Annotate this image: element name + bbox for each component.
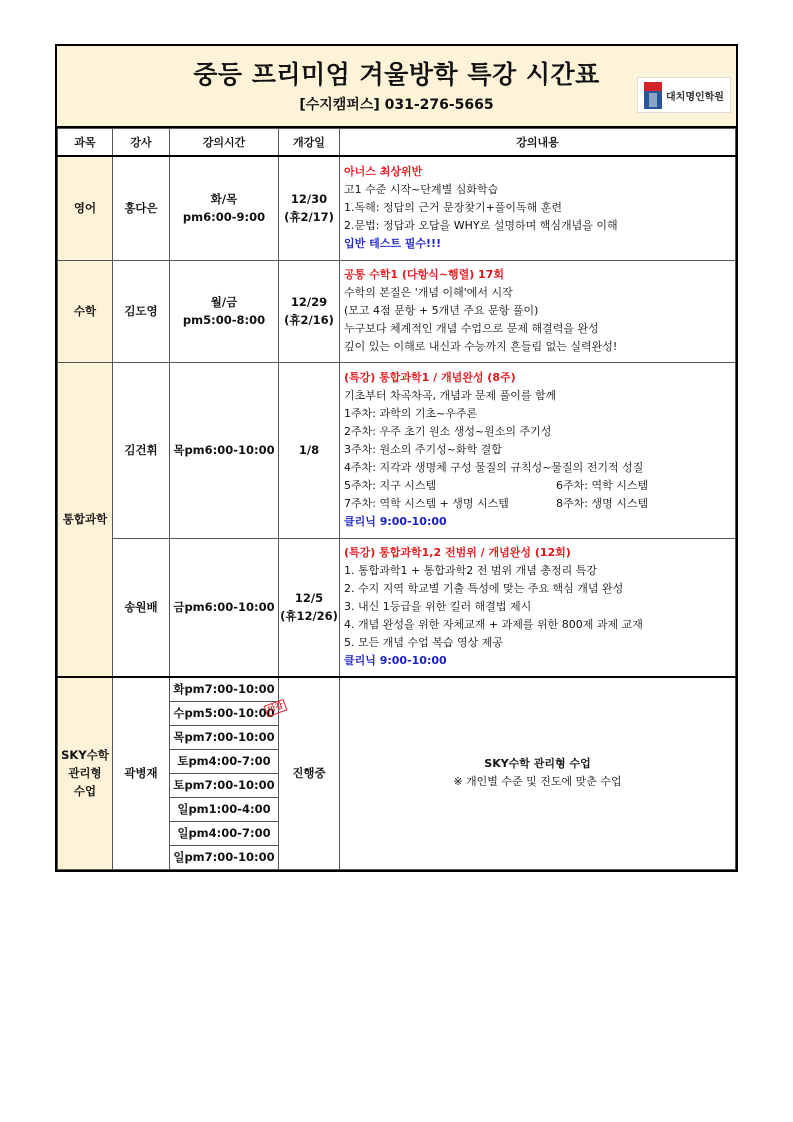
course-headline: (특강) 통합과학1 / 개념완성 (8주) — [344, 371, 516, 384]
teacher-cell: 홍다은 — [113, 156, 170, 260]
time-hours: 목pm6:00-10:00 — [173, 443, 275, 457]
subject-cell — [58, 677, 113, 869]
break-date: (휴2/17) — [284, 210, 334, 225]
content-cell — [340, 538, 736, 677]
content-pair-line — [344, 495, 731, 513]
content-line: (모고 4점 문항 + 5개년 주요 문항 풀이) — [344, 304, 539, 317]
column-header-time: 강의시간 — [170, 129, 279, 157]
column-header-teacher: 강사 — [113, 129, 170, 157]
logo-mark-icon — [644, 82, 662, 109]
start-date: 1/8 — [298, 443, 320, 457]
course-footer: 클리닉 9:00-10:00 — [344, 515, 447, 528]
course-footer: 입반 테스트 필수!!! — [344, 237, 442, 251]
content-line: 1주차: 과학의 기초~우주론 — [344, 407, 478, 420]
sky-course-title: SKY수학 관리형 수업 — [484, 757, 591, 771]
subject-cell: 통합과학 — [58, 362, 113, 677]
course-footer: 클리닉 9:00-10:00 — [344, 654, 447, 668]
time-slot-wrap — [173, 700, 285, 722]
sky-subject-line: SKY수학 — [61, 748, 109, 763]
sky-subject-line: 관리형 — [68, 766, 102, 781]
content-line: 2주차: 우주 초기 원소 생성~원소의 주기성 — [344, 425, 552, 438]
content-cell — [340, 260, 736, 362]
time-cell — [170, 362, 279, 538]
start-cell — [279, 260, 340, 362]
start-date: 12/5 — [294, 591, 324, 606]
teacher-cell: 김도영 — [113, 260, 170, 362]
time-slot: 화pm7:00-10:00 — [170, 677, 279, 701]
time-slot: 토pm4:00-7:00 — [170, 749, 279, 773]
time-days: 월/금 — [210, 295, 238, 309]
table-row-science-1 — [58, 362, 736, 538]
table-row-english — [58, 156, 736, 260]
column-header-content: 강의내용 — [340, 129, 736, 157]
content-line: 깊이 있는 이해로 내신과 수능까지 흔들림 없는 실력완성! — [344, 340, 618, 353]
content-line: 수학의 본질은 '개념 이해'에서 시작 — [344, 286, 513, 299]
sky-subject-line: 수업 — [73, 784, 97, 799]
content-line: 누구보다 체계적인 개념 수업으로 문제 해결력을 완성 — [344, 322, 599, 335]
time-hours: pm6:00-9:00 — [182, 210, 266, 225]
table-row-science-2 — [58, 538, 736, 677]
time-slot-label: 수pm5:00-10:00 — [173, 706, 275, 720]
time-cell — [170, 156, 279, 260]
break-date: (휴2/16) — [284, 313, 334, 327]
course-headline: 아너스 최상위반 — [344, 165, 423, 179]
campus-phone: [수지캠퍼스] 031-276-5665 — [299, 97, 494, 113]
academy-logo — [637, 77, 731, 113]
time-cell — [170, 538, 279, 677]
content-line: 고1 수준 시작~단계별 심화학습 — [344, 183, 499, 197]
subject-cell: 영어 — [58, 156, 113, 260]
content-line: 4주차: 지각과 생명체 구성 물질의 규칙성~물질의 전기적 성질 — [344, 461, 644, 474]
start-cell — [279, 362, 340, 538]
break-date: (휴12/26) — [280, 609, 338, 624]
timetable-sheet — [55, 44, 738, 872]
content-line: 1. 통합과학1 + 통합과학2 전 범위 개념 총정리 특강 — [344, 564, 597, 578]
content-cell — [340, 362, 736, 538]
start-date: 12/30 — [290, 192, 328, 207]
column-header-start: 개강일 — [279, 129, 340, 157]
time-slot: 목pm7:00-10:00 — [170, 725, 279, 749]
time-slot: 일pm1:00-4:00 — [170, 797, 279, 821]
course-headline: (특강) 통합과학1,2 전범위 / 개념완성 (12회) — [344, 546, 571, 560]
content-line: 1.독해: 정답의 근거 문장찾기+풀이독해 훈련 — [344, 201, 563, 215]
course-headline: 공통 수학1 (다항식~행렬) 17회 — [344, 268, 504, 281]
time-cell — [170, 260, 279, 362]
content-line: 4. 개념 완성을 위한 자체교재 + 과제를 위한 800제 과제 교재 — [344, 618, 643, 632]
content-line: 3. 내신 1등급을 위한 킬러 해결법 제시 — [344, 600, 532, 614]
content-line: 2. 수지 지역 학교별 기출 특성에 맞는 주요 핵심 개념 완성 — [344, 582, 624, 596]
teacher-cell: 곽병재 — [113, 677, 170, 869]
content-line: 기초부터 차곡차곡, 개념과 문제 풀이를 함께 — [344, 389, 557, 402]
time-hours: 금pm6:00-10:00 — [173, 600, 275, 615]
start-cell: 진행중 — [279, 677, 340, 869]
column-header-subject: 과목 — [58, 129, 113, 157]
start-cell — [279, 156, 340, 260]
time-hours: pm5:00-8:00 — [182, 313, 266, 327]
page-title: 중등 프리미엄 겨울방학 특강 시간표 — [193, 60, 600, 89]
content-cell — [340, 156, 736, 260]
week-left: 7주차: 역학 시스템 + 생명 시스템 — [344, 497, 509, 510]
start-cell — [279, 538, 340, 677]
time-slot — [170, 700, 285, 725]
content-line: 2.문법: 정답과 오답을 WHY로 설명하며 핵심개념을 이해 — [344, 219, 618, 233]
start-date: 12/29 — [290, 295, 328, 309]
teacher-cell: 김건휘 — [113, 362, 170, 538]
content-line: 3주차: 원소의 주기성~화학 결합 — [344, 443, 502, 456]
content-cell — [340, 677, 736, 869]
content-line: 5. 모든 개념 수업 복습 영상 제공 — [344, 636, 503, 650]
table-row-sky — [58, 677, 736, 701]
logo-text: 대치명인학원 — [666, 92, 724, 103]
time-slot: 일pm7:00-10:00 — [170, 845, 279, 869]
week-right: 8주차: 생명 시스템 — [556, 497, 649, 510]
timetable-header — [57, 46, 736, 128]
time-slot: 토pm7:00-10:00 — [170, 773, 279, 797]
time-days: 화/목 — [210, 192, 238, 207]
schedule-table — [57, 128, 736, 870]
sky-course-note: ※ 개인별 수준 및 진도에 맞춘 수업 — [453, 775, 622, 789]
time-slot: 일pm4:00-7:00 — [170, 821, 279, 845]
table-row-math — [58, 260, 736, 362]
closed-stamp: 마감 — [264, 699, 288, 718]
content-pair-line — [344, 477, 731, 495]
subject-cell: 수학 — [58, 260, 113, 362]
week-right: 6주차: 역학 시스템 — [556, 479, 649, 492]
teacher-cell: 송원배 — [113, 538, 170, 677]
table-header-row — [58, 129, 736, 157]
week-left: 5주차: 지구 시스템 — [344, 479, 437, 492]
